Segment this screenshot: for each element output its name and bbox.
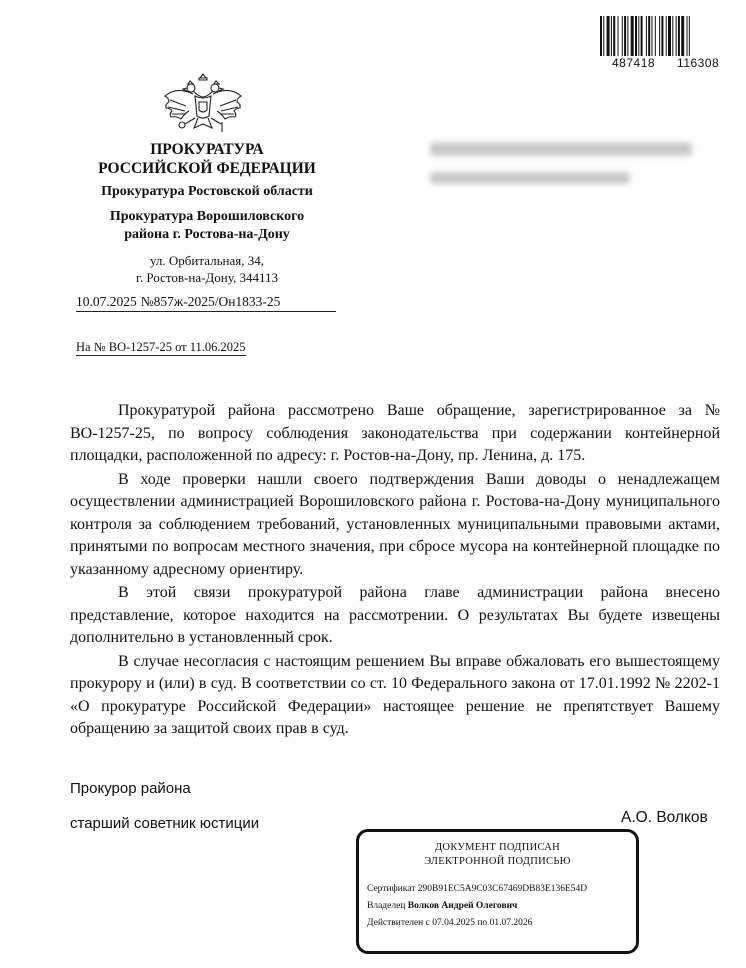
barcode-bar	[607, 16, 610, 56]
district-office-line1: Прокуратура Ворошиловского	[109, 209, 305, 224]
district-office-line2: района г. Ростова-на-Дону	[124, 227, 290, 242]
barcode-bar	[618, 16, 619, 56]
barcode-bar	[668, 16, 671, 56]
signer-rank: старший советник юстиции	[70, 815, 260, 832]
barcode-bar	[638, 16, 639, 56]
address-line1: ул. Орбитальная, 34,	[150, 253, 264, 268]
barcode-bar	[678, 16, 680, 56]
stamp-certificate-row	[367, 884, 587, 894]
barcode-bar	[624, 16, 626, 56]
document-number: №857ж-2025/Он1833-25	[140, 294, 281, 309]
org-title-line2: РОССИЙСКОЙ ФЕДЕРАЦИИ	[98, 160, 316, 177]
barcode-bar	[611, 16, 612, 56]
barcode-bar	[676, 16, 677, 56]
signer-name: А.О. Волков	[621, 809, 708, 826]
cert-value: 290B91EC5A9C03C67469DB83E136E54D	[417, 884, 588, 894]
stamp-owner-row	[367, 901, 517, 911]
barcode-bar	[627, 16, 628, 56]
barcode-bar	[655, 16, 656, 56]
barcode-number-right: 116308	[677, 56, 720, 70]
barcode-icon	[600, 16, 732, 56]
barcode-bar	[659, 16, 660, 56]
letter-body	[70, 400, 720, 742]
barcode-bar	[689, 16, 690, 56]
org-title	[60, 140, 354, 178]
valid-to-label: по	[477, 918, 488, 928]
regional-office: Прокуратура Ростовской области	[101, 184, 313, 199]
double-headed-eagle-emblem-icon	[162, 72, 244, 138]
barcode-bar	[681, 16, 684, 56]
body-paragraph-1: Прокуратурой района рассмотрено Ваше обращение, зарегистрированное за № ВО-1257-25, по вопросу соблюдения законодательства при содержании контейнерной площадки, расположенной по адресу: г. Ростов-на-Дону, пр. Ленина, д. 175.	[70, 402, 720, 464]
reply-reference: На № ВО-1257-25 от 11.06.2025	[76, 340, 246, 354]
barcode-bar	[635, 16, 637, 56]
owner-label: Владелец	[367, 901, 406, 911]
redaction-bar	[430, 142, 692, 156]
address-line2: г. Ростов-на-Дону, 344113	[136, 270, 278, 285]
stamp-title-line1: ДОКУМЕНТ ПОДПИСАН	[434, 842, 561, 853]
body-paragraph-2: В ходе проверки нашли своего подтверждения Ваши доводы о ненадлежащем осуществлении администрацией Ворошиловского района г. Ростова-на-Дону муниципального контроля за соблюдением требований, установленных муниципальными правовыми актами, принятыми по вопросам местного значения, при сбросе мусора на контейнерной площадке по указанному адресному ориентиру.	[70, 470, 720, 578]
barcode-bar	[687, 16, 688, 56]
barcode-bar	[646, 16, 647, 56]
recipient-redacted	[430, 140, 700, 196]
barcode-bar	[613, 16, 615, 56]
barcode-bar	[652, 16, 653, 56]
stamp-title-line2: ЭЛЕКТРОННОЙ ПОДПИСЬЮ	[424, 856, 571, 867]
org-title-line1: ПРОКУРАТУРА	[150, 141, 264, 158]
district-office	[60, 208, 354, 244]
signer-position: Прокурор района	[70, 780, 191, 797]
body-paragraph-4: В случае несогласия с настоящим решением Вы вправе обжаловать его вышестоящему прокурору и (или) в суд. В соответствии со ст. 10 Федерального закона от 17.01.1992 № 2202-1 «О прокуратуре Российской Федерации» настоящее решение не препятствует Вашему обращению за защитой своих прав в суд.	[70, 652, 720, 737]
redaction-bar	[430, 172, 630, 184]
barcode-bar	[603, 16, 604, 56]
barcode-bar	[600, 16, 602, 56]
barcode-number	[612, 56, 738, 70]
barcode-bar	[661, 16, 663, 56]
document-date: 10.07.2025	[76, 294, 137, 309]
stamp-title	[359, 841, 636, 869]
stamp-validity-row	[367, 918, 532, 928]
barcode-number-left: 487418	[612, 56, 656, 70]
cert-label: Сертификат	[367, 884, 416, 894]
barcode-bar	[648, 16, 650, 56]
registration-line	[76, 294, 336, 312]
barcode-bar	[672, 16, 673, 56]
barcode-bar	[641, 16, 643, 56]
valid-label: Действителен с	[367, 918, 430, 928]
office-address	[60, 252, 354, 286]
valid-to: 01.07.2026	[489, 918, 533, 928]
body-paragraph-3: В этой связи прокуратурой района главе администрации района внесено представление, которое находится на рассмотрении. О результатах Вы будете извещены дополнительно в установленный срок.	[70, 584, 720, 646]
electronic-signature-stamp	[356, 829, 639, 954]
valid-from: 07.04.2025	[432, 918, 475, 928]
barcode-bar	[631, 16, 634, 56]
barcode-bar	[666, 16, 667, 56]
owner-value: Волков Андрей Олегович	[407, 901, 518, 911]
barcode-bar	[622, 16, 623, 56]
